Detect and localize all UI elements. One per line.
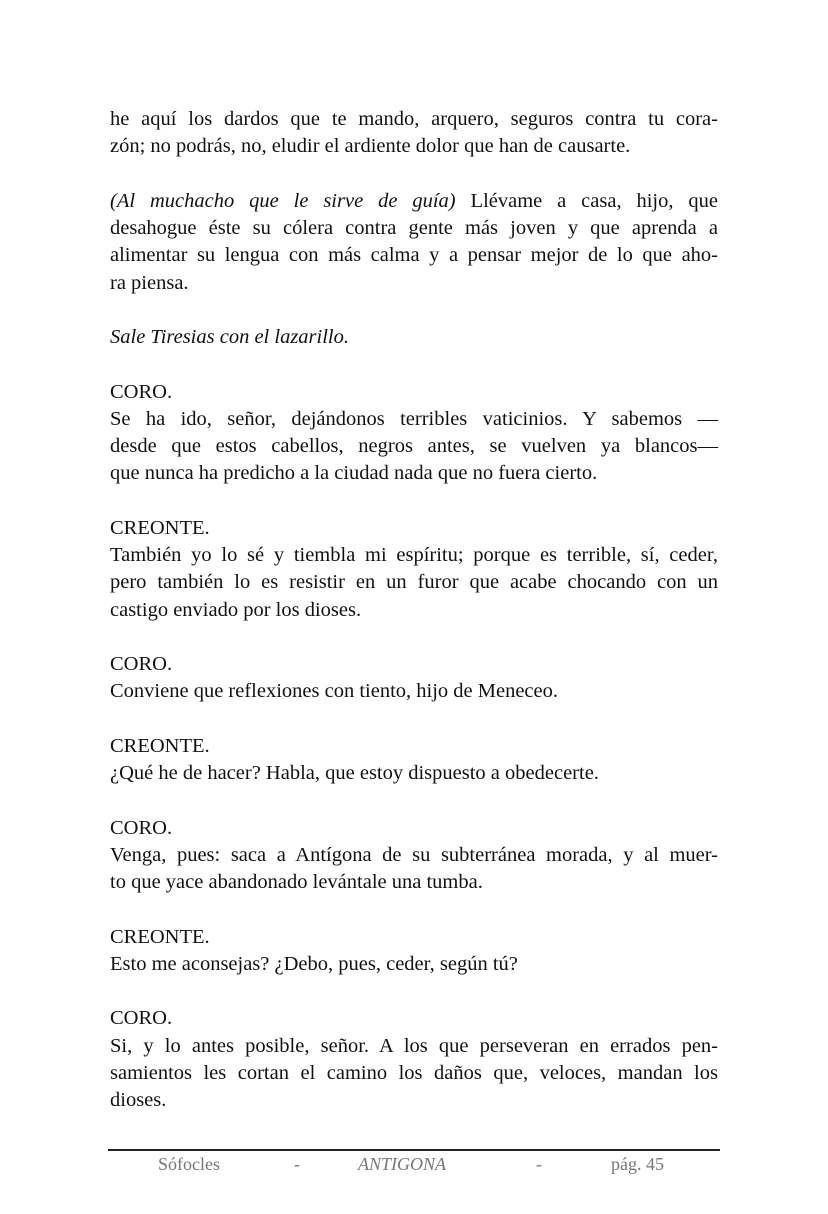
text-line: zón; no podrás, no, eludir el ardiente dolor que han de causarte. bbox=[110, 135, 631, 158]
speaker-name: CREONTE. bbox=[110, 734, 210, 757]
page-body bbox=[110, 106, 718, 1142]
speaker-name: CREONTE. bbox=[110, 516, 210, 539]
footer-title: ANTIGONA bbox=[358, 1154, 447, 1174]
text-line: to que yace abandonado levántale una tumba. bbox=[110, 871, 483, 893]
footer-separator: - bbox=[536, 1154, 542, 1174]
text-line: castigo enviado por los dioses. bbox=[110, 598, 362, 621]
speaker-name: CORO. bbox=[110, 1007, 173, 1030]
paragraph bbox=[110, 1005, 718, 1114]
speaker-name: CORO. bbox=[110, 653, 173, 675]
text-line: Venga, pues: saca a Antígona de su subterránea morada, y al muer- bbox=[110, 843, 718, 866]
text-line: samientos les cortan el camino los daños que, veloces, mandan los bbox=[110, 1061, 718, 1084]
page-footer bbox=[108, 1154, 720, 1178]
speaker-name: CORO. bbox=[110, 380, 173, 403]
stage-direction-inline: (Al muchacho que le sirve de guía) bbox=[110, 189, 456, 212]
paragraph bbox=[110, 815, 718, 897]
speaker-name: CREONTE. bbox=[110, 925, 210, 948]
text-line: desahogue éste su cólera contra gente más joven y que aprenda a bbox=[110, 217, 718, 239]
paragraph bbox=[110, 515, 718, 624]
text-line: que nunca ha predicho a la ciudad nada que no fuera cierto. bbox=[110, 462, 598, 485]
text-fragment: Llévame a casa, hijo, que bbox=[470, 189, 719, 212]
text-line: dioses. bbox=[110, 1089, 167, 1111]
paragraph bbox=[110, 379, 718, 488]
paragraph bbox=[110, 651, 718, 706]
text-line: he aquí los dardos que te mando, arquero, seguros contra tu cora- bbox=[110, 108, 718, 130]
text-line: Se ha ido, señor, dejándonos terribles vaticinios. Y sabemos — bbox=[110, 407, 718, 430]
stage-direction bbox=[110, 324, 718, 351]
speaker-name: CORO. bbox=[110, 816, 173, 839]
text-line: Esto me aconsejas? ¿Debo, pues, ceder, según tú? bbox=[110, 952, 518, 975]
footer-author: Sófocles bbox=[158, 1154, 220, 1174]
footer-page-number: pág. 45 bbox=[611, 1154, 664, 1174]
text-line bbox=[110, 188, 718, 215]
text-line: Si, y lo antes posible, señor. A los que perseveran en errados pen- bbox=[110, 1034, 718, 1057]
text-line: También yo lo sé y tiembla mi espíritu; porque es terrible, sí, ceder, bbox=[110, 544, 718, 566]
text-line: ¿Qué he de hacer? Habla, que estoy dispuesto a obedecerte. bbox=[110, 762, 599, 784]
footer-rule bbox=[108, 1149, 720, 1151]
paragraph bbox=[110, 733, 718, 788]
paragraph bbox=[110, 106, 718, 161]
text-line: desde que estos cabellos, negros antes, se vuelven ya blancos— bbox=[110, 435, 718, 457]
footer-separator: - bbox=[294, 1154, 300, 1174]
paragraph bbox=[110, 188, 718, 297]
text-line: alimentar su lengua con más calma y a pensar mejor de lo que aho- bbox=[110, 244, 718, 267]
text-line: Sale Tiresias con el lazarillo. bbox=[110, 326, 349, 348]
paragraph bbox=[110, 924, 718, 979]
text-line: Conviene que reflexiones con tiento, hijo de Meneceo. bbox=[110, 680, 559, 703]
text-line: ra piensa. bbox=[110, 271, 189, 294]
text-line: pero también lo es resistir en un furor que acabe chocando con un bbox=[110, 571, 718, 594]
